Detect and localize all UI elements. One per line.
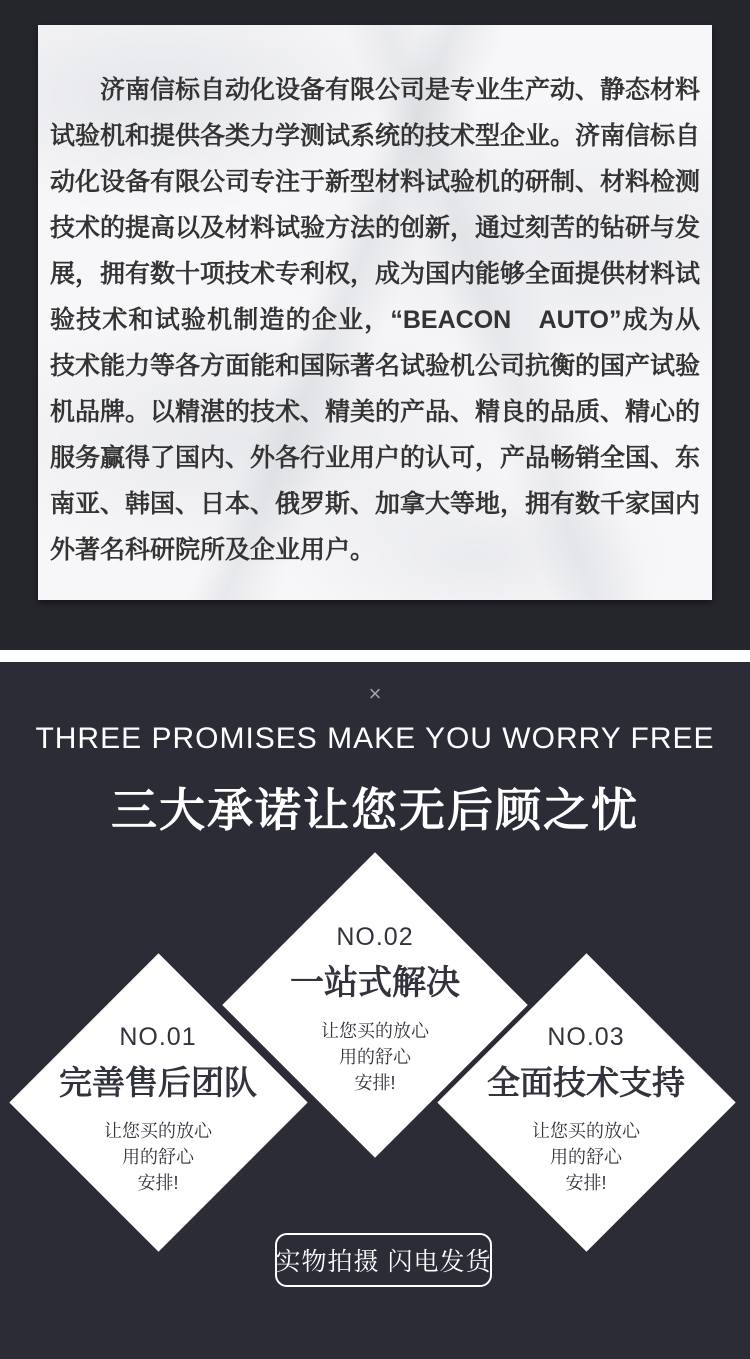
promise-3-line2: 用的舒心: [550, 1147, 622, 1167]
three-promises-section: [0, 662, 750, 1359]
promise-3-content: [446, 1022, 726, 1196]
promise-2-line2: 用的舒心: [339, 1047, 411, 1067]
real-shot-fast-ship-button[interactable]: [275, 1233, 492, 1287]
promise-1-line2: 用的舒心: [122, 1147, 194, 1167]
promise-2-title: 一站式解决: [290, 964, 460, 1002]
promise-2-line3: 安排!: [354, 1073, 396, 1093]
promise-3-line3: 安排!: [565, 1173, 607, 1193]
promises-title-cn: 三大承诺让您无后顾之忧: [111, 784, 639, 836]
real-shot-fast-ship-label: 实物拍摄 闪电发货: [275, 1248, 492, 1276]
promise-2-line1: 让您买的放心: [321, 1021, 429, 1041]
promise-1-title: 完善售后团队: [59, 1064, 257, 1101]
promise-1-line1: 让您买的放心: [104, 1121, 212, 1141]
section-divider: [0, 650, 750, 662]
promise-1-number: NO.01: [119, 1023, 197, 1051]
promise-3-line1: 让您买的放心: [532, 1121, 640, 1141]
promise-3-number: NO.03: [547, 1023, 625, 1051]
promise-1-line3: 安排!: [137, 1173, 179, 1193]
x-ornament-icon: ×: [368, 681, 382, 706]
promise-2-number: NO.02: [336, 923, 414, 951]
company-intro-paragraph: 济南信标自动化设备有限公司是专业生产动、静态材料试验机和提供各类力学测试系统的技术型企业。济南信标自动化设备有限公司专注于新型材料试验机的研制、材料检测技术的提高以及材料试验方法的创新，通过刻苦的钻研与发展，拥有数十项技术专利权，成为国内能够全面提供材料试验技术和试验机制造的企业，“BEACON AUTO”成为从技术能力等各方面能和国际著名试验机公司抗衡的国产试验机品牌。以精湛的技术、精美的产品、精良的品质、精心的服务赢得了国内、外各行业用户的认可，产品畅销全国、东南亚、韩国、日本、俄罗斯、加拿大等地，拥有数千家国内外著名科研院所及企业用户。: [50, 76, 701, 564]
company-intro-card: [38, 25, 712, 600]
promise-3-title: 全面技术支持: [487, 1064, 685, 1101]
promises-title-en: THREE PROMISES MAKE YOU WORRY FREE: [35, 722, 715, 755]
